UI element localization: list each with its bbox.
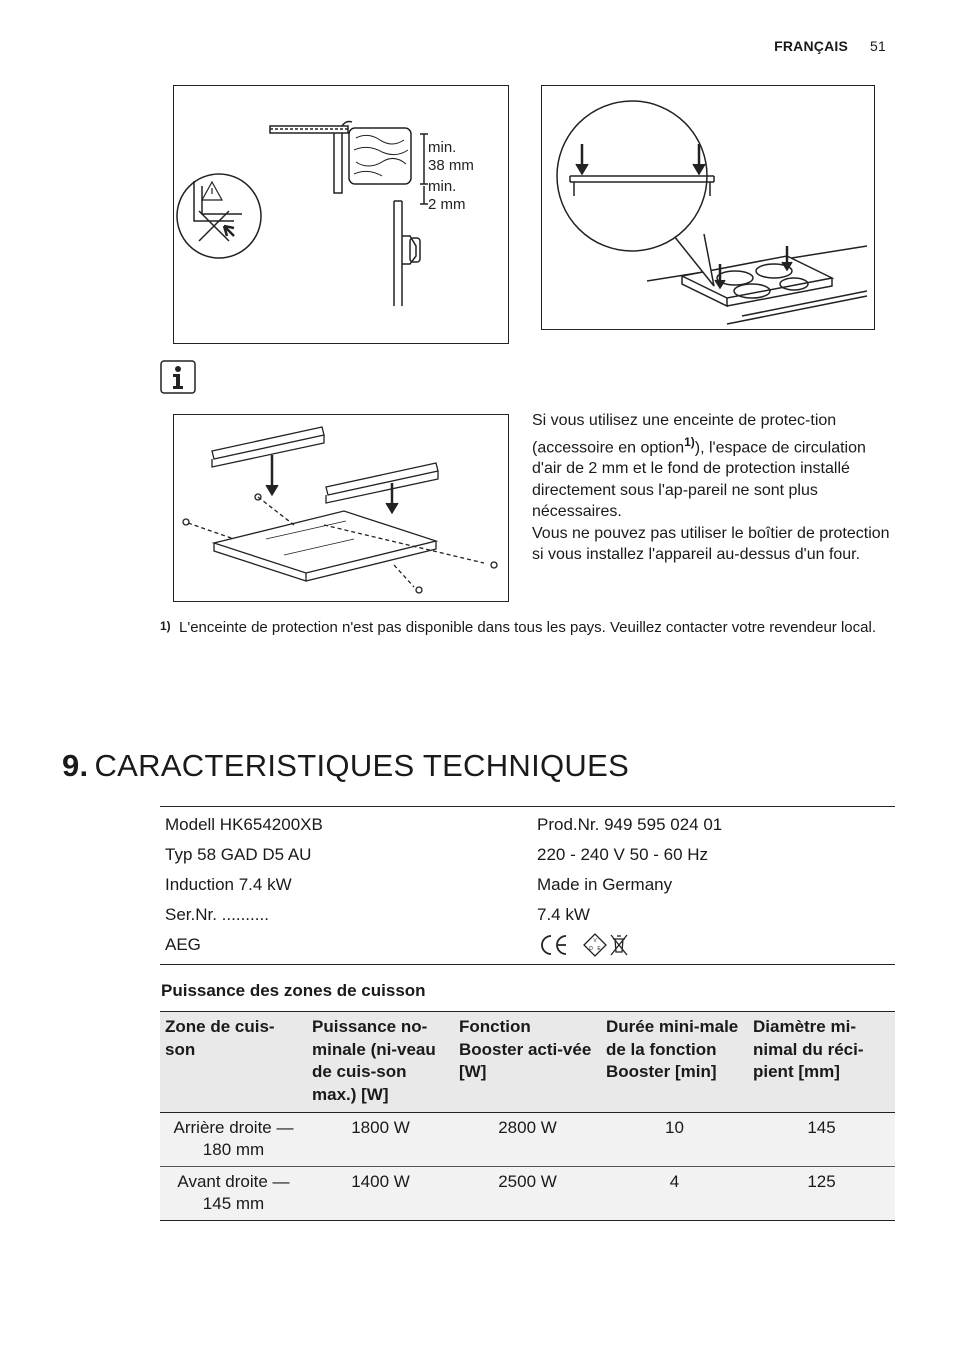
header-booster-duration: Durée mini-male de la fonction Booster [min] [601, 1012, 748, 1113]
subheading-power: Puissance des zones de cuisson [161, 981, 426, 1000]
cell-nominal-power: 1400 W [307, 1167, 454, 1221]
header-zone: Zone de cuis-son [160, 1012, 307, 1113]
protection-box-paragraph [532, 410, 892, 566]
spec-left: Modell HK654200XB [165, 815, 323, 834]
weee-bin-icon [611, 935, 627, 955]
footnote [160, 618, 880, 638]
footnote-text: L'enceinte de protection n'est pas disponible dans tous les pays. Veuillez contacter votre revendeur local. [179, 619, 876, 636]
figure-clearance-diagram [173, 85, 509, 344]
spec-right: 220 - 240 V 50 - 60 Hz [537, 845, 709, 864]
figure-hob-installation [541, 85, 875, 330]
table-header-row [160, 1012, 895, 1113]
cell-booster-power: 2800 W [454, 1113, 601, 1167]
paragraph-part2: ), l'espace de circulation d'air de 2 mm et le fond de protection installé directement sous l'ap-pareil ne sont plus nécessaires. [532, 438, 866, 521]
spec-row [160, 930, 895, 960]
label-2mm: 2 mm [428, 196, 466, 213]
cell-min-diameter: 145 [748, 1113, 895, 1167]
cell-booster-duration: 4 [601, 1167, 748, 1221]
cell-min-diameter: 125 [748, 1167, 895, 1221]
cell-booster-power: 2500 W [454, 1167, 601, 1221]
spec-right: Made in Germany [537, 875, 673, 894]
spec-row [160, 870, 895, 900]
header-language: FRANÇAIS [774, 38, 849, 54]
power-table [160, 1011, 895, 1221]
cell-booster-duration: 10 [601, 1113, 748, 1167]
cell-nominal-power: 1800 W [307, 1113, 454, 1167]
spec-right: 7.4 kW [537, 905, 590, 924]
header-booster-power: Fonction Booster acti-vée [W] [454, 1012, 601, 1113]
label-38mm: 38 mm [428, 157, 474, 174]
paragraph-part1: Si vous utilisez une enceinte de protec-tion (accessoire en option [532, 412, 837, 456]
label-min-1: min. [428, 139, 457, 156]
page-header [774, 38, 886, 54]
footnote-mark: 1) [160, 619, 171, 633]
section-number: 9. [62, 748, 89, 783]
spec-row [160, 810, 895, 840]
table-row [160, 1167, 895, 1221]
spec-row [160, 840, 895, 870]
header-min-diameter: Diamètre mi-nimal du réci-pient [mm] [748, 1012, 895, 1113]
spec-left: AEG [165, 935, 201, 954]
ce-mark-icon [542, 936, 551, 954]
figure-protection-box [173, 414, 509, 602]
svg-text:D: D [589, 946, 593, 952]
page-number: 51 [870, 38, 886, 54]
paragraph-part3: Vous ne pouvez pas utiliser le boîtier de protection si vous installez l'appareil au-dessus d'un four. [532, 524, 890, 564]
footnote-reference: 1) [684, 434, 695, 449]
spec-left: Ser.Nr. .......... [165, 905, 269, 924]
svg-text:E: E [597, 946, 601, 952]
label-min-2: min. [428, 178, 457, 195]
section-title-text: CARACTERISTIQUES TECHNIQUES [94, 748, 630, 783]
header-nominal-power: Puissance no-minale (ni-veau de cuis-son max.) [W] [307, 1012, 454, 1113]
section-title [62, 748, 629, 784]
cell-zone: Arrière droite — 180 mm [160, 1113, 307, 1167]
spec-left: Typ 58 GAD D5 AU [165, 845, 312, 864]
spec-plate-table [160, 806, 895, 965]
spec-right: Prod.Nr. 949 595 024 01 [537, 815, 723, 834]
table-row [160, 1113, 895, 1167]
spec-left: Induction 7.4 kW [165, 875, 292, 894]
cell-zone: Avant droite — 145 mm [160, 1167, 307, 1221]
svg-text:V: V [593, 938, 597, 944]
certification-marks [532, 932, 629, 958]
info-icon [160, 360, 196, 394]
spec-row [160, 900, 895, 930]
